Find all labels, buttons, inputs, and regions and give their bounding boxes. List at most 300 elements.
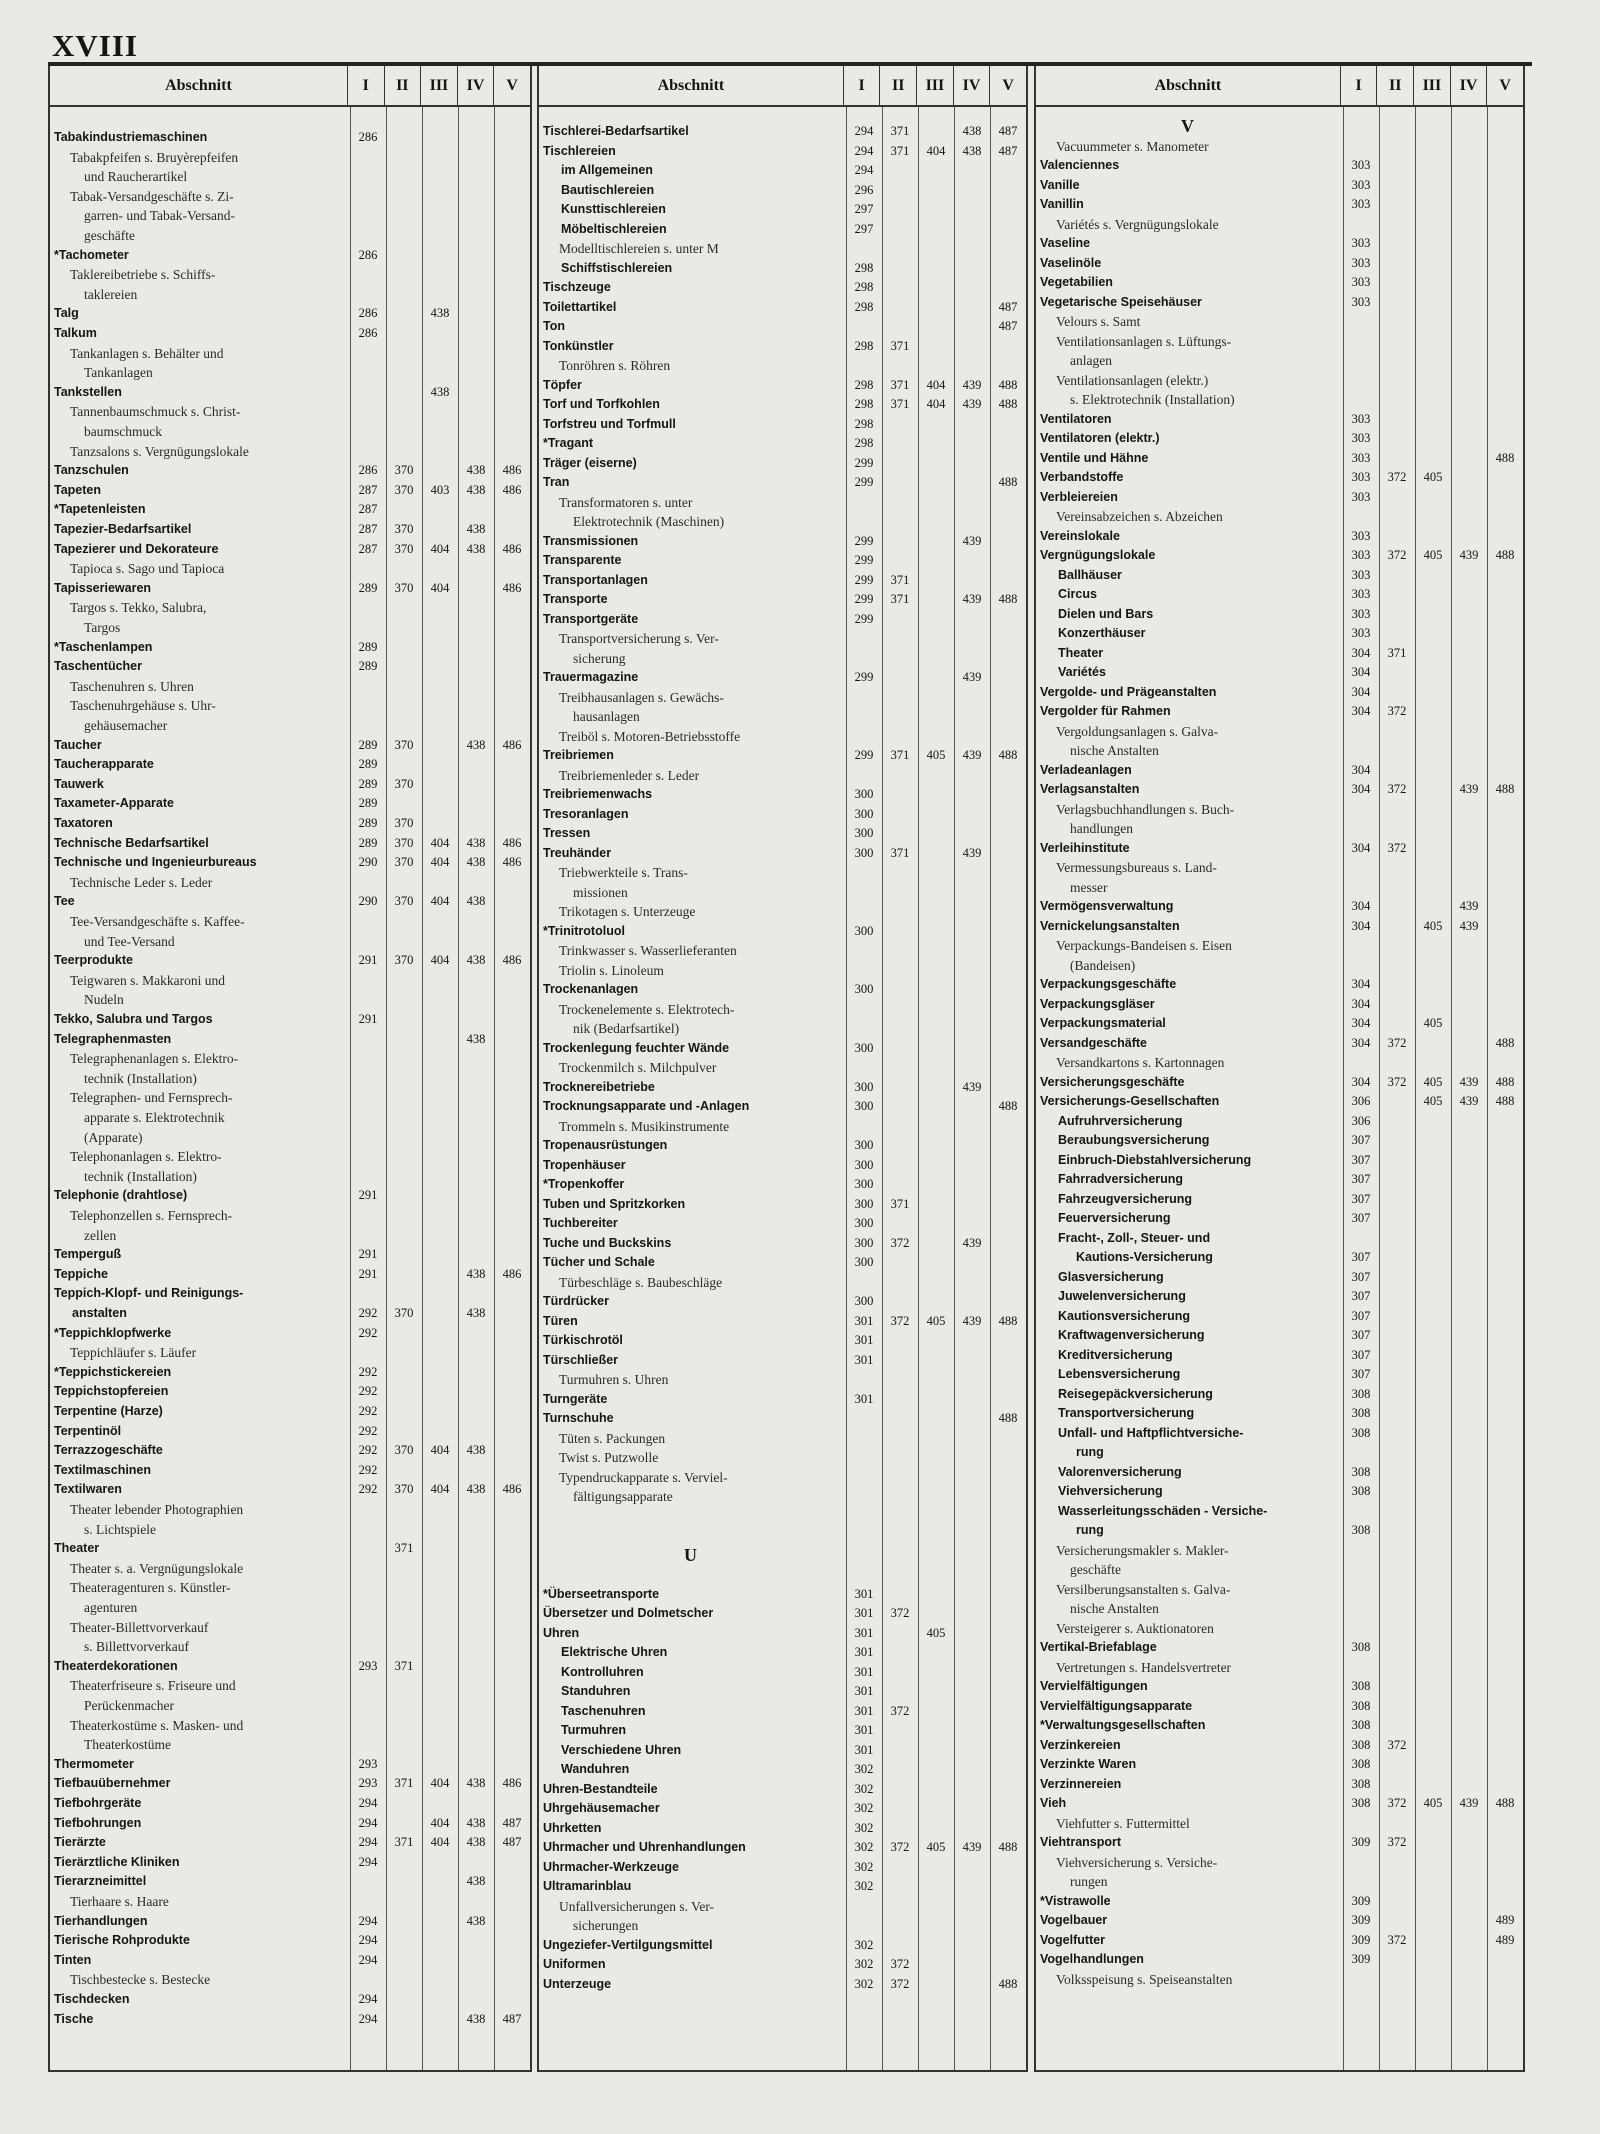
page-ref-I: 286 <box>358 247 378 262</box>
index-entry <box>539 161 1026 180</box>
entry-label: Tresoranlagen <box>543 806 629 821</box>
index-entry <box>1036 1092 1523 1111</box>
entry-label: Fahrradversicherung <box>1058 1172 1184 1186</box>
entry-label: Trinkwasser s. Wasserlieferanten <box>559 943 737 958</box>
entry-label: Vereinsabzeichen s. Abzeichen <box>1056 509 1223 524</box>
entry-label: Ventile und Hähne <box>1040 450 1149 465</box>
entry-label: Tierhandlungen <box>54 1913 148 1928</box>
index-entry <box>1036 332 1523 351</box>
page-ref-III: 405 <box>926 748 946 762</box>
entry-label: Türdrücker <box>543 1294 609 1308</box>
page-ref-I: 308 <box>1351 1718 1371 1732</box>
entry-label: Unterzeuge <box>543 1976 612 1991</box>
page-ref-V: 486 <box>502 953 522 968</box>
page-ref-III: 405 <box>926 1840 946 1854</box>
page-ref-I: 308 <box>1351 1757 1371 1771</box>
index-entry <box>539 434 1026 453</box>
page-ref-I: 306 <box>1351 1113 1371 1128</box>
page-ref-I: 303 <box>1351 548 1371 562</box>
page-ref-II: 370 <box>394 737 414 752</box>
entry-label: Taxameter-Apparate <box>54 796 174 811</box>
page-ref-III: 404 <box>430 1776 450 1791</box>
page-ref-I: 304 <box>1351 1035 1371 1050</box>
index-entry <box>539 1409 1026 1428</box>
page-ref-V: 488 <box>998 475 1018 489</box>
page-ref-I: 301 <box>854 1586 874 1601</box>
index-entry <box>1036 488 1523 507</box>
page-ref-V: 488 <box>998 592 1018 606</box>
page-ref-I: 307 <box>1351 1308 1371 1323</box>
page-ref-I: 301 <box>854 1684 874 1698</box>
index-entry <box>539 1448 1026 1467</box>
page-ref-I: 301 <box>854 1664 874 1679</box>
index-entry <box>539 1058 1026 1077</box>
index-entry <box>50 167 530 186</box>
index-entry <box>50 246 530 265</box>
page-ref-II: 370 <box>394 855 414 870</box>
index-entry <box>50 1500 530 1519</box>
page-ref-IV: 439 <box>1459 1074 1479 1089</box>
index-entry <box>1036 449 1523 468</box>
page-ref-I: 303 <box>1351 450 1371 465</box>
index-entry <box>50 461 530 480</box>
page-ref-I: 308 <box>1351 1484 1371 1498</box>
index-entry <box>539 1351 1026 1370</box>
index-entry <box>539 1858 1026 1877</box>
column-body <box>1036 107 1523 2070</box>
entry-label: Tische <box>54 2011 94 2026</box>
entry-label: Unfall- und Haftpflichtversiche- <box>1058 1425 1244 1440</box>
page-ref-IV: 439 <box>1459 899 1479 913</box>
entry-label: Vertikal-Briefablage <box>1040 1640 1157 1654</box>
entry-label: Toilettartikel <box>543 299 617 314</box>
page-ref-IV: 439 <box>962 592 982 606</box>
entry-label: Tauwerk <box>54 776 104 791</box>
index-entry <box>1036 663 1523 682</box>
entry-label: Tinten <box>54 1952 92 1967</box>
page-ref-IV: 439 <box>1459 782 1479 796</box>
entry-label: Telegraphen- und Fernsprech- <box>70 1090 233 1106</box>
section-letter: V <box>1181 117 1194 136</box>
entry-label: Tapioca s. Sago und Tapioca <box>70 561 225 577</box>
index-entry <box>1036 975 1523 994</box>
entry-label: Vegetabilien <box>1040 275 1113 289</box>
page-ref-I: 300 <box>854 806 874 821</box>
entry-label: *Tapetenleisten <box>54 502 146 517</box>
entry-label: Tierärztliche Kliniken <box>54 1854 180 1869</box>
page-ref-I: 307 <box>1351 1328 1371 1342</box>
page-ref-I: 302 <box>854 1762 874 1776</box>
page-ref-II: 372 <box>1387 840 1407 855</box>
index-entry <box>539 649 1026 668</box>
entry-label: zellen <box>84 1227 117 1243</box>
entry-label: Trockenlegung feuchter Wände <box>543 1040 730 1055</box>
entry-label: Lebensversicherung <box>1058 1367 1181 1381</box>
index-entry <box>539 1175 1026 1194</box>
page-ref-II: 371 <box>890 338 910 353</box>
page-ref-I: 299 <box>854 611 874 626</box>
entry-label: Thermometer <box>54 1756 134 1771</box>
index-entry <box>50 814 530 833</box>
entry-label: Technische und Ingenieurbureaus <box>54 855 257 870</box>
index-entry <box>539 961 1026 980</box>
page-ref-I: 298 <box>854 397 874 411</box>
page-ref-I: 289 <box>358 737 378 752</box>
page-ref-II: 372 <box>1387 1796 1407 1810</box>
index-entry <box>539 1117 1026 1136</box>
entry-label: s. Lichtspiele <box>84 1521 156 1537</box>
index-entry <box>1036 1950 1523 1969</box>
index-entry <box>50 677 530 696</box>
page-ref-II: 371 <box>890 124 910 138</box>
page-ref-V: 488 <box>1495 450 1515 465</box>
index-entry <box>539 902 1026 921</box>
index-entry <box>1036 546 1523 565</box>
entry-label: Taucherapparate <box>54 757 154 772</box>
index-entry <box>1036 585 1523 604</box>
index-entry <box>1036 780 1523 799</box>
entry-label: Textilwaren <box>54 1482 122 1497</box>
index-entry <box>50 990 530 1009</box>
index-entry <box>539 1760 1026 1779</box>
index-entry <box>50 1167 530 1186</box>
index-entry <box>1036 1853 1523 1872</box>
page-ref-I: 299 <box>854 553 874 567</box>
entry-label: Circus <box>1058 587 1097 601</box>
entry-label: Technische Bedarfsartikel <box>54 835 209 850</box>
entry-label: Juwelenversicherung <box>1058 1289 1186 1303</box>
page-ref-I: 299 <box>854 533 874 548</box>
entry-label: Uhrmacher-Werkzeuge <box>543 1859 679 1874</box>
page-ref-II: 372 <box>1387 704 1407 718</box>
entry-label: sicherungen <box>573 1918 639 1933</box>
index-entry <box>50 1245 530 1264</box>
entry-label: Vaseline <box>1040 236 1091 250</box>
page-ref-II: 370 <box>394 482 414 497</box>
page-ref-I: 300 <box>854 1099 874 1113</box>
index-entry <box>50 579 530 598</box>
page-ref-II: 371 <box>394 1658 414 1673</box>
index-entry <box>50 265 530 284</box>
index-entry <box>1036 429 1523 448</box>
entry-label: Theater lebender Photographien <box>70 1502 244 1517</box>
page-ref-II: 370 <box>394 1306 414 1320</box>
page-ref-I: 303 <box>1351 431 1371 445</box>
index-entry <box>50 873 530 892</box>
page-ref-V: 487 <box>998 143 1018 158</box>
entry-label: Reisegepäckversicherung <box>1058 1386 1213 1401</box>
index-entry <box>539 863 1026 882</box>
page-ref-I: 304 <box>1351 665 1371 679</box>
index-entry <box>50 1735 530 1754</box>
entry-label: Telegraphenmasten <box>54 1031 172 1046</box>
entry-label: Perückenmacher <box>84 1698 174 1713</box>
entry-label: Textilmaschinen <box>54 1462 152 1477</box>
page-ref-II: 372 <box>890 1235 910 1250</box>
page-ref-V: 487 <box>998 319 1018 333</box>
entry-label: gehäusemacher <box>84 718 168 733</box>
page-ref-IV: 438 <box>466 522 486 536</box>
page-ref-IV: 439 <box>962 845 982 860</box>
entry-label: Treiböl s. Motoren-Betriebsstoffe <box>559 728 741 744</box>
index-entry <box>1036 819 1523 838</box>
page-ref-I: 298 <box>854 436 874 450</box>
entry-label: Vergolder für Rahmen <box>1040 704 1171 718</box>
page-ref-I: 292 <box>358 1404 378 1418</box>
index-entry <box>539 1078 1026 1097</box>
index-entry <box>539 805 1026 824</box>
index-entry <box>539 1838 1026 1857</box>
header-part-III: III <box>420 66 457 105</box>
page-ref-I: 294 <box>854 124 874 138</box>
entry-label: Vergoldungsanlagen s. Galva- <box>1056 723 1219 739</box>
entry-label: Viehfutter s. Futtermittel <box>1056 1815 1190 1831</box>
index-entry <box>50 1833 530 1852</box>
entry-label: Uhrmacher und Uhrenhandlungen <box>543 1840 746 1854</box>
page-ref-IV: 438 <box>466 1874 486 1889</box>
entry-label: (Apparate) <box>84 1129 143 1145</box>
page-ref-II: 372 <box>1387 782 1407 796</box>
index-entry <box>539 1916 1026 1935</box>
page-ref-I: 300 <box>854 787 874 801</box>
page-ref-I: 308 <box>1351 1386 1371 1401</box>
entry-label: Fahrzeugversicherung <box>1058 1191 1193 1206</box>
page-number: XVIII <box>52 28 138 63</box>
index-entry <box>50 1147 530 1166</box>
page-ref-II: 371 <box>394 1835 414 1850</box>
entry-label: Wanduhren <box>561 1762 630 1776</box>
index-entry <box>1036 741 1523 760</box>
index-entry <box>1036 1775 1523 1794</box>
page-ref-I: 300 <box>854 845 874 860</box>
index-entry <box>539 1019 1026 1038</box>
index-entry <box>1036 644 1523 663</box>
index-entry <box>539 844 1026 863</box>
index-entry <box>50 344 530 363</box>
page-ref-I: 307 <box>1351 1152 1371 1167</box>
entry-label: *Teppichstickereien <box>54 1364 172 1379</box>
index-entry <box>539 395 1026 414</box>
entry-label: Glasversicherung <box>1058 1269 1164 1284</box>
entry-label: Tischdecken <box>54 1992 130 2006</box>
entry-label: Vertretungen s. Handelsvertreter <box>1056 1659 1232 1675</box>
index-entry <box>50 1206 530 1225</box>
index-entry <box>1036 1716 1523 1735</box>
page-ref-V: 486 <box>502 463 522 478</box>
index-entry <box>539 1507 1026 1526</box>
index-entry <box>1036 1014 1523 1033</box>
page-ref-III: 405 <box>926 1625 946 1640</box>
entry-label: Volksspeisung s. Speiseanstalten <box>1056 1971 1233 1987</box>
page-ref-II: 370 <box>394 580 414 595</box>
entry-label: Turmuhren <box>561 1723 627 1737</box>
index-entry <box>50 912 530 931</box>
page-ref-I: 297 <box>854 221 874 236</box>
page-ref-I: 300 <box>854 1157 874 1172</box>
page-ref-II: 371 <box>890 592 910 606</box>
index-entry <box>1036 1034 1523 1053</box>
page-ref-I: 287 <box>358 541 378 556</box>
index-entry <box>50 285 530 304</box>
index-entry <box>539 1468 1026 1487</box>
page-ref-IV: 438 <box>466 541 486 556</box>
index-entry <box>539 1741 1026 1760</box>
page-ref-V: 486 <box>502 580 522 595</box>
entry-label: Tuben und Spritzkorken <box>543 1196 686 1211</box>
index-entry <box>1036 1053 1523 1072</box>
entry-label: Übersetzer und Dolmetscher <box>543 1606 714 1620</box>
page-ref-I: 304 <box>1351 996 1371 1011</box>
page-ref-V: 488 <box>1495 1035 1515 1050</box>
index-entry <box>1036 624 1523 643</box>
entry-label: Töpfer <box>543 377 582 392</box>
page-ref-II: 370 <box>394 541 414 556</box>
index-entry <box>539 1526 1026 1545</box>
index-entry <box>1036 1599 1523 1618</box>
entry-label: Vogelfutter <box>1040 1932 1106 1947</box>
index-entry <box>539 1663 1026 1682</box>
index-entry <box>50 755 530 774</box>
page-ref-I: 294 <box>358 1854 378 1869</box>
entry-label: Beraubungsversicherung <box>1058 1133 1210 1147</box>
page-ref-IV: 438 <box>466 953 486 968</box>
page-ref-I: 299 <box>854 748 874 762</box>
page-ref-I: 303 <box>1351 626 1371 640</box>
entry-label: Torf und Torfkohlen <box>543 397 660 411</box>
index-entry <box>539 1565 1026 1584</box>
page-ref-I: 300 <box>854 1177 874 1191</box>
page-ref-I: 292 <box>358 1364 378 1379</box>
index-entry <box>539 922 1026 941</box>
index-entry <box>1036 1833 1523 1852</box>
index-entry <box>50 736 530 755</box>
page-ref-III: 404 <box>430 580 450 595</box>
index-entry <box>1036 1677 1523 1696</box>
page-ref-I: 303 <box>1351 177 1371 192</box>
index-entry <box>1036 897 1523 916</box>
index-entry <box>1036 683 1523 702</box>
index-entry <box>1036 156 1523 175</box>
index-entry <box>1036 878 1523 897</box>
page-ref-I: 291 <box>358 1247 378 1262</box>
index-entry <box>1036 956 1523 975</box>
index-entry <box>539 1819 1026 1838</box>
index-entry <box>1036 1580 1523 1599</box>
index-entry <box>50 1912 530 1931</box>
entry-label: Valenciennes <box>1040 158 1120 172</box>
index-entry <box>50 696 530 715</box>
page-ref-I: 304 <box>1351 762 1371 777</box>
index-entry <box>539 1195 1026 1214</box>
index-entry <box>539 1429 1026 1448</box>
entry-label: Transportanlagen <box>543 572 648 587</box>
entry-label: Taschenuhren s. Uhren <box>70 678 194 694</box>
page-ref-I: 300 <box>854 1235 874 1250</box>
page-ref-I: 298 <box>854 416 874 431</box>
page-ref-I: 301 <box>854 1645 874 1659</box>
index-entry <box>539 941 1026 960</box>
page-ref-III: 405 <box>926 1313 946 1328</box>
entry-label: Tiefbohrgeräte <box>54 1796 142 1810</box>
index-entry <box>539 200 1026 219</box>
index-entry <box>50 1324 530 1343</box>
index-entry <box>539 766 1026 785</box>
index-entry <box>539 1214 1026 1233</box>
page-ref-V: 488 <box>998 1313 1018 1328</box>
entry-label: *Vistrawolle <box>1040 1893 1111 1908</box>
page-ref-I: 300 <box>854 1294 874 1308</box>
entry-label: apparate s. Elektrotechnik <box>84 1110 225 1125</box>
page-ref-I: 292 <box>358 1384 378 1399</box>
index-entry <box>539 454 1026 473</box>
entry-label: Velours s. Samt <box>1056 314 1141 329</box>
page-ref-I: 294 <box>854 163 874 177</box>
index-entry <box>50 206 530 225</box>
entry-label: (Bandeisen) <box>1070 957 1136 973</box>
index-entry <box>539 1877 1026 1896</box>
index-entry <box>50 618 530 637</box>
entry-label: Türschließer <box>543 1352 619 1367</box>
entry-label: Vogelhandlungen <box>1040 1952 1144 1966</box>
entry-label: Tierarzneimittel <box>54 1874 147 1889</box>
entry-label: Transporte <box>543 592 608 606</box>
entry-label: Telephonzellen s. Fernsprech- <box>70 1208 233 1223</box>
entry-label: fältigungsapparate <box>573 1489 673 1504</box>
index-entry <box>539 122 1026 141</box>
page-ref-I: 307 <box>1351 1289 1371 1303</box>
page-ref-I: 291 <box>358 953 378 968</box>
index-entry <box>539 1292 1026 1311</box>
entry-label: Theater s. a. Vergnügungslokale <box>70 1560 244 1576</box>
index-entry <box>1036 1190 1523 1209</box>
entry-label: anstalten <box>72 1306 127 1320</box>
index-entry <box>1036 351 1523 370</box>
page-ref-II: 370 <box>394 776 414 791</box>
page-ref-I: 300 <box>854 1138 874 1152</box>
page-ref-I: 292 <box>358 1423 378 1438</box>
column-body <box>50 107 530 2070</box>
page-ref-I: 289 <box>358 835 378 850</box>
page-ref-III: 405 <box>1423 1016 1443 1030</box>
page-ref-V: 487 <box>502 2011 522 2026</box>
page-ref-I: 304 <box>1351 684 1371 699</box>
page-ref-I: 304 <box>1351 840 1371 855</box>
index-entry <box>539 376 1026 395</box>
header-part-IV: IV <box>457 66 494 105</box>
entry-label: Trocknereibetriebe <box>543 1079 655 1094</box>
entry-label: Triolin s. Linoleum <box>559 962 664 978</box>
index-entry <box>539 337 1026 356</box>
entry-label: Verladeanlagen <box>1040 762 1132 777</box>
index-entry <box>1036 1365 1523 1384</box>
index-entry <box>50 1382 530 1401</box>
entry-label: Verlagsanstalten <box>1040 782 1140 796</box>
index-entry <box>50 1049 530 1068</box>
column-header <box>539 66 1026 107</box>
index-entry <box>539 1721 1026 1740</box>
entry-label: Treibhausanlagen s. Gewächs- <box>559 689 724 705</box>
header-part-V: V <box>493 66 530 105</box>
index-entry <box>1036 1307 1523 1326</box>
entry-label: Tuche und Buckskins <box>543 1235 672 1250</box>
index-entry <box>539 746 1026 765</box>
index-entry <box>539 590 1026 609</box>
page-ref-I: 307 <box>1351 1250 1371 1264</box>
entry-label: Uhren <box>543 1625 580 1640</box>
page-ref-V: 488 <box>998 1976 1018 1991</box>
page-ref-I: 294 <box>854 143 874 158</box>
entry-label: Einbruch-Diebstahlversicherung <box>1058 1152 1252 1167</box>
